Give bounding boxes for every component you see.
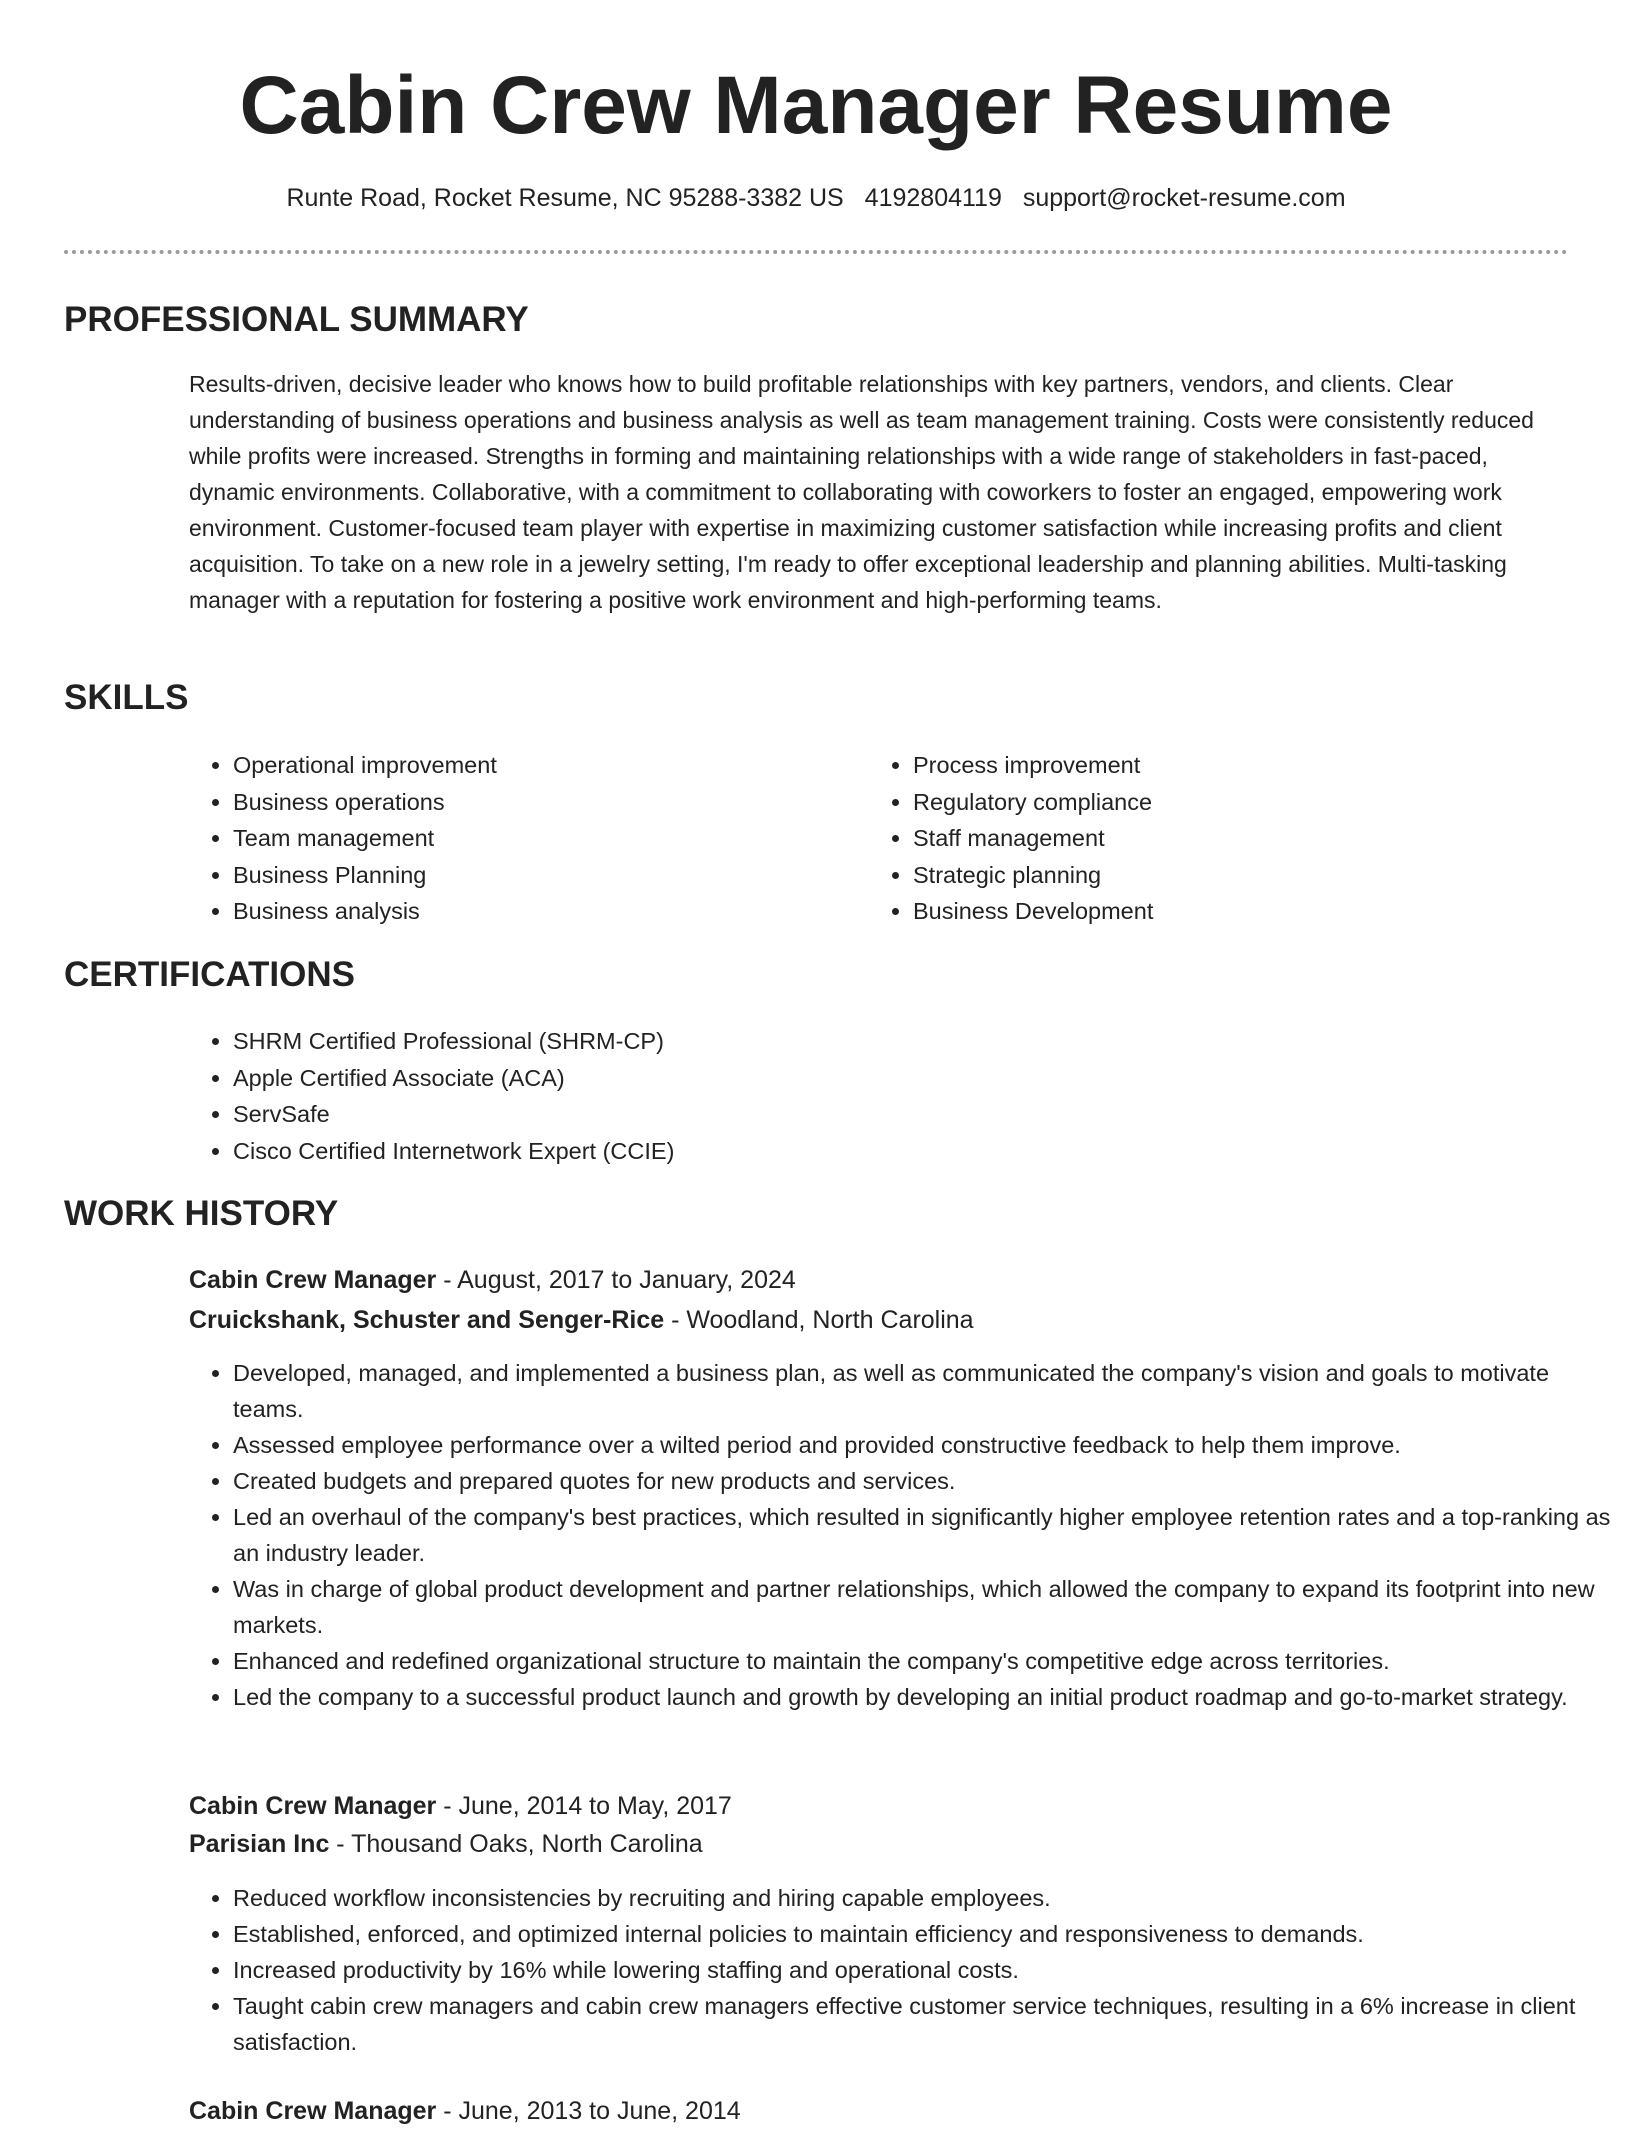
job-location: - Woodland, North Carolina [664,1306,974,1334]
certification-item: • ServSafe [233,1096,1533,1133]
job-title: Cabin Crew Manager [189,1792,437,1820]
skill-item: • Business analysis [233,893,853,930]
skill-item: • Staff management [913,820,1533,857]
skill-item: • Business operations [233,784,853,821]
contact-info [0,180,1632,216]
job-company: Cruickshank, Schuster and Senger-Rice [189,1306,665,1334]
job-bullet: • Created budgets and prepared quotes for new products and services. [233,1463,1613,1499]
skill-item: • Process improvement [913,747,1533,784]
skill-item: • Regulatory compliance [913,784,1533,821]
header-divider [64,250,1568,254]
skill-item: • Business Planning [233,857,853,894]
skills-heading: SKILLS [64,678,189,717]
job-company: Parisian Inc [189,1830,330,1858]
job-dates: - June, 2014 to May, 2017 [436,1792,732,1820]
job-bullet: • Taught cabin crew managers and cabin crew managers effective customer service techniques, resulting in a 6% increase in client satisfaction. [233,1988,1613,2060]
resume-title: Cabin Crew Manager Resume [239,60,1393,151]
job-dates: - June, 2013 to June, 2014 [436,2097,741,2125]
certification-item: • Cisco Certified Internetwork Expert (CCIE) [233,1133,1533,1170]
skill-item: • Business Development [913,893,1533,930]
job-bullet: • Assessed employee performance over a wilted period and provided constructive feedback to help them improve. [233,1427,1613,1463]
job-title-line [189,2093,741,2129]
job-bullet: • Enhanced and redefined organizational structure to maintain the company's competitive edge across territories. [233,1643,1613,1679]
job-bullets [189,1355,1613,1715]
skill-item: • Operational improvement [233,747,853,784]
summary-text: Results-driven, decisive leader who knows how to build profitable relationships with key partners, vendors, and clients. Clear understanding of business operations and business analysis as well as team management training. Costs were consistently reduced while profits were increased. Strengths in forming and maintaining relationships with a wide range of stakeholders in fast-paced, dynamic environments. Collaborative, with a commitment to collaborating with coworkers to foster an engaged, empowering work environment. Customer-focused team player with expertise in maximizing customer satisfaction while increasing profits and client acquisition. To take on a new role in a jewelry setting, I'm ready to offer exceptional leadership and planning abilities. Multi-tasking manager with a reputation for fostering a positive work environment and high-performing teams. [189,371,1534,613]
job-title-line [189,1262,796,1298]
job-bullet: • Led the company to a successful product launch and growth by developing an initial product roadmap and go-to-market strategy. [233,1679,1613,1715]
job-title: Cabin Crew Manager [189,2097,437,2125]
job-company-line [189,1302,974,1338]
job-company-line [189,1826,703,1862]
job-dates: - August, 2017 to January, 2024 [436,1266,796,1294]
skills-list-right [869,747,1533,930]
certification-item: • SHRM Certified Professional (SHRM-CP) [233,1023,1533,1060]
job-bullet: • Established, enforced, and optimized internal policies to maintain efficiency and responsiveness to demands. [233,1916,1613,1952]
job-bullets [189,1880,1613,2060]
job-bullet: • Developed, managed, and implemented a business plan, as well as communicated the company's vision and goals to motivate teams. [233,1355,1613,1427]
contact-email[interactable]: support@rocket-resume.com [1022,184,1346,212]
skill-item: • Strategic planning [913,857,1533,894]
job-bullet: • Increased productivity by 16% while lowering staffing and operational costs. [233,1952,1613,1988]
contact-address: Runte Road, Rocket Resume, NC 95288-3382 US [286,184,844,212]
job-location: - Thousand Oaks, North Carolina [329,1830,703,1858]
skills-list-left [189,747,853,930]
job-bullet: • Led an overhaul of the company's best practices, which resulted in significantly higher employee retention rates and a top-ranking as an industry leader. [233,1499,1613,1571]
skill-item: • Team management [233,820,853,857]
job-bullet: • Reduced workflow inconsistencies by recruiting and hiring capable employees. [233,1880,1613,1916]
certifications-heading: CERTIFICATIONS [64,955,356,994]
certifications-list [189,1023,1533,1169]
job-title-line [189,1788,732,1824]
certification-item: • Apple Certified Associate (ACA) [233,1060,1533,1097]
work-history-heading: WORK HISTORY [64,1194,339,1233]
job-bullet: • Was in charge of global product development and partner relationships, which allowed the company to expand its footprint into new markets. [233,1571,1613,1643]
contact-phone[interactable]: 4192804119 [864,184,1002,212]
summary-heading: PROFESSIONAL SUMMARY [64,300,529,339]
job-title: Cabin Crew Manager [189,1266,437,1294]
